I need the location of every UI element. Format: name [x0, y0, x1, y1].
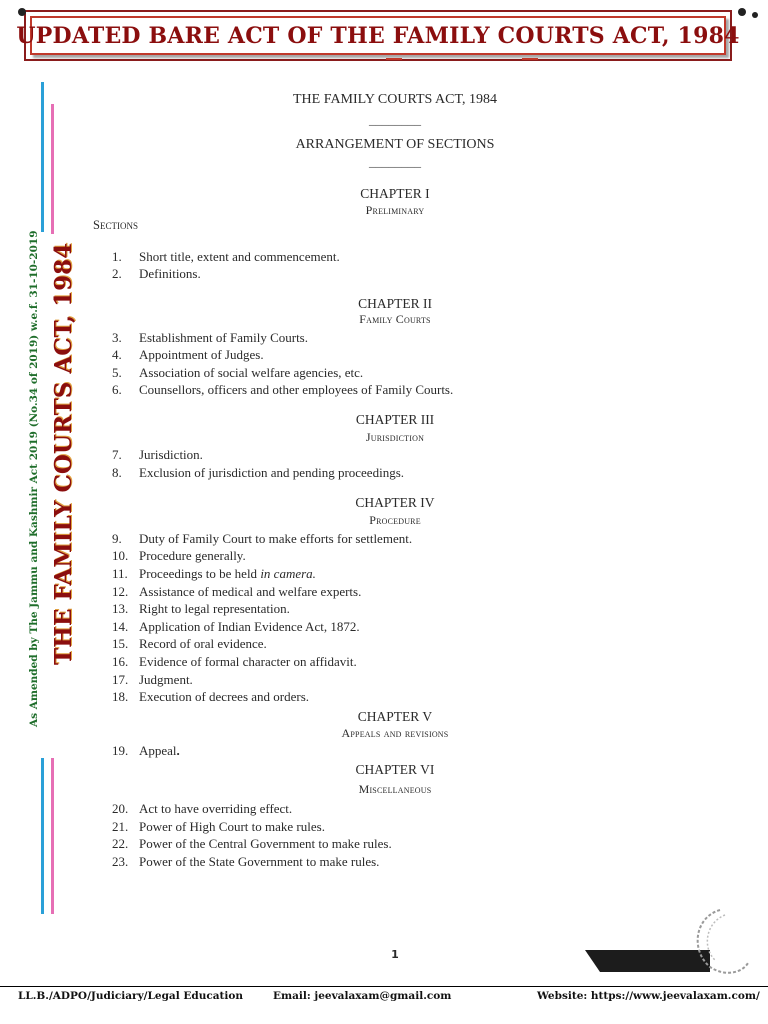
side-line-pink-top: [51, 104, 54, 234]
footer-email: Email: jeevalaxam@gmail.com: [273, 990, 452, 1002]
section-number: 23.: [112, 854, 129, 869]
section-number: 21.: [112, 819, 129, 834]
section-number: 3.: [112, 330, 122, 345]
chapter-subheading: Appeals and revisions: [341, 726, 449, 740]
chapter-subheading: Preliminary: [365, 203, 425, 217]
section-entry: [112, 249, 340, 265]
title-banner-inner: [16, 16, 740, 55]
section-number: 2.: [112, 266, 122, 281]
section-entry: [112, 465, 404, 481]
section-number: 16.: [112, 654, 129, 669]
section-entry: [112, 330, 308, 346]
section-title: Assistance of medical and welfare experts.: [139, 584, 362, 599]
section-number: 5.: [112, 365, 122, 380]
section-entry: [112, 266, 201, 282]
side-vertical-title: THE FAMILY COURTS ACT, 1984: [50, 242, 77, 665]
section-entry: [112, 636, 267, 652]
section-title: Proceedings to be held: [139, 566, 261, 581]
section-title: Application of Indian Evidence Act, 1872.: [139, 619, 360, 634]
section-entry: [112, 672, 193, 688]
side-line-pink-bottom: [51, 758, 54, 914]
arrangement-rule: ________: [369, 154, 421, 169]
section-entry: [112, 531, 412, 547]
section-title: Appointment of Judges.: [139, 347, 264, 362]
banner-corner-dot-left: [18, 8, 26, 16]
section-number: 6.: [112, 382, 122, 397]
chapter-heading: CHAPTER V: [357, 709, 433, 724]
section-entry: [112, 566, 316, 582]
title-rule: ________: [369, 112, 421, 127]
section-number: 18.: [112, 689, 129, 704]
section-title: Power of the State Government to make rules.: [139, 854, 380, 869]
section-number: 1.: [112, 249, 122, 264]
section-number: 10.: [112, 548, 129, 563]
chapter-heading: CHAPTER I: [360, 186, 430, 201]
banner-accent-dash: [386, 58, 402, 60]
section-number: 7.: [112, 447, 122, 462]
section-number: 14.: [112, 619, 129, 634]
section-entry: [112, 819, 325, 835]
section-entry: [112, 548, 246, 564]
section-number: 9.: [112, 531, 122, 546]
section-entry: [112, 365, 363, 381]
section-number: 19.: [112, 743, 129, 758]
title-banner: [16, 10, 740, 61]
section-number: 12.: [112, 584, 129, 599]
chapter-subheading: Jurisdiction: [365, 430, 425, 444]
page-number: 1: [391, 948, 399, 961]
section-entry: [112, 447, 203, 463]
chapter-subheading: Miscellaneous: [358, 782, 432, 796]
section-number: 4.: [112, 347, 122, 362]
section-title: Establishment of Family Courts.: [139, 330, 308, 345]
section-title: Association of social welfare agencies, etc.: [139, 365, 364, 380]
section-title: Exclusion of jurisdiction and pending proceedings.: [139, 465, 405, 480]
chapter-subheading: Procedure: [369, 513, 421, 527]
section-title: Record of oral evidence.: [139, 636, 267, 651]
section-title: Counsellors, officers and other employees of Family Courts.: [139, 382, 454, 397]
banner-title: UPDATED BARE ACT OF THE FAMILY COURTS ACT, 1984: [16, 22, 740, 49]
footer-course-text: LL.B./ADPO/Judiciary/Legal Education: [18, 990, 244, 1002]
section-title: Evidence of formal character on affidavit.: [139, 654, 357, 669]
section-title: Definitions.: [139, 266, 201, 281]
section-number: 13.: [112, 601, 129, 616]
section-number: 8.: [112, 465, 122, 480]
chapter-heading: CHAPTER II: [358, 296, 432, 311]
section-entry: [112, 854, 379, 870]
side-line-blue-top: [41, 82, 44, 232]
section-title: Judgment.: [139, 672, 193, 687]
section-title: Jurisdiction.: [139, 447, 203, 462]
section-entry: [112, 654, 357, 670]
side-amendment-note: As Amended by The Jammu and Kashmir Act 2019 (No.34 of 2019) w.e.f. 31-10-2019: [28, 230, 40, 727]
chapter-heading: CHAPTER IV: [355, 495, 435, 510]
section-entry: [112, 801, 292, 817]
banner-corner-dot-right-inner: [752, 12, 758, 18]
banner-accent-dash: [522, 58, 538, 60]
section-title: Appeal: [139, 743, 177, 758]
chapter-heading: CHAPTER VI: [355, 762, 435, 777]
footer-website-link[interactable]: Website: https://www.jeevalaxam.com/: [537, 990, 760, 1002]
decorative-swirl-icon: [680, 905, 750, 980]
section-entry: [112, 689, 309, 705]
chapter-subheading: Family Courts: [359, 312, 431, 326]
arrangement-heading: ARRANGEMENT OF SECTIONS: [295, 137, 495, 152]
section-title-italic: in camera.: [260, 566, 316, 581]
sections-label: Sections: [93, 218, 138, 232]
section-entry: [112, 619, 360, 635]
footer-divider: [0, 986, 768, 987]
section-entry: [112, 347, 264, 363]
section-number: 17.: [112, 672, 129, 687]
section-title: Right to legal representation.: [139, 601, 290, 616]
section-entry: [112, 743, 180, 759]
section-title: Power of the Central Government to make rules.: [139, 836, 392, 851]
section-number: 20.: [112, 801, 129, 816]
side-line-blue-bottom: [41, 758, 44, 914]
section-entry: [112, 584, 361, 600]
section-number: 11.: [112, 566, 128, 581]
banner-corner-dot-right: [738, 8, 746, 16]
section-entry: [112, 601, 290, 617]
chapter-heading: CHAPTER III: [355, 412, 435, 427]
section-number: 15.: [112, 636, 129, 651]
section-entry: [112, 836, 392, 852]
section-title-suffix: .: [176, 743, 180, 758]
section-title: Duty of Family Court to make efforts for settlement.: [139, 531, 413, 546]
section-entry: [112, 382, 453, 398]
section-title: Procedure generally.: [139, 548, 246, 563]
section-title: Power of High Court to make rules.: [139, 819, 325, 834]
document-title: THE FAMILY COURTS ACT, 1984: [292, 92, 497, 107]
section-title: Short title, extent and commencement.: [139, 249, 340, 264]
section-title: Act to have overriding effect.: [139, 801, 293, 816]
section-number: 22.: [112, 836, 129, 851]
section-title: Execution of decrees and orders.: [139, 689, 310, 704]
